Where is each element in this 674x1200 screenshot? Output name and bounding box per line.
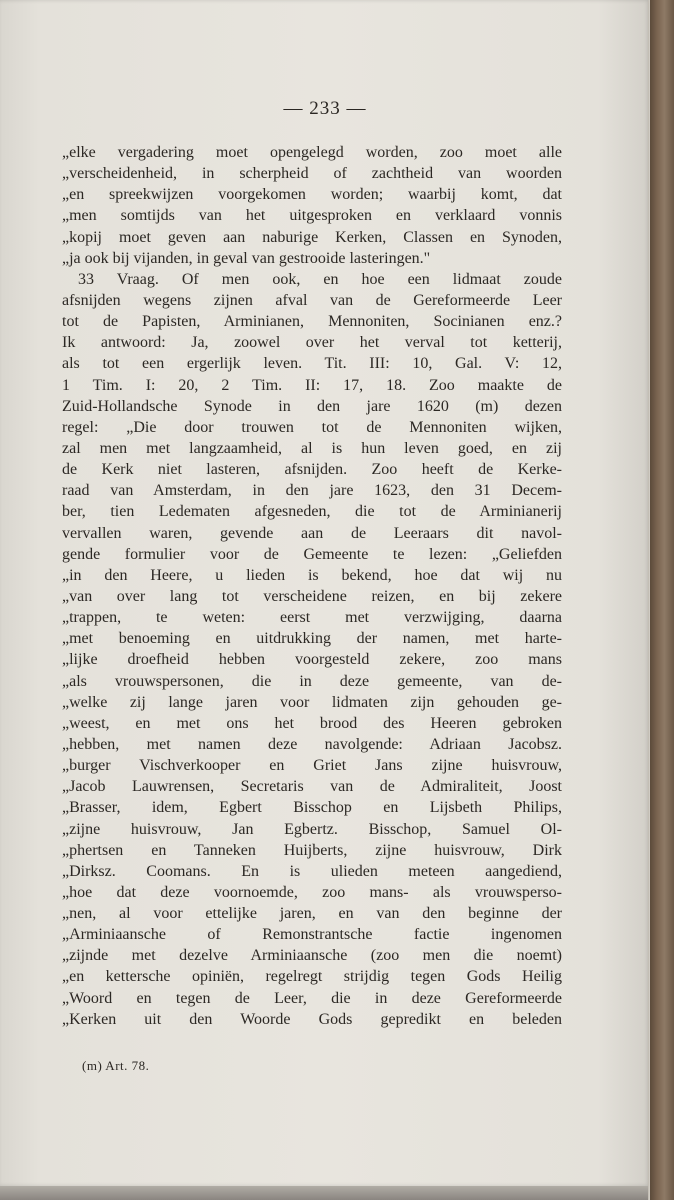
text-line: „welke zij lange jaren voor lidmaten zijn gehouden ge- — [62, 693, 562, 711]
text-line: de Kerk niet lasteren, afsnijden. Zoo heeft de Kerke- — [62, 461, 562, 479]
text-line: gende formulier voor de Gemeente te lezen: „Geliefden — [62, 545, 562, 563]
text-line: „elke vergadering moet opengelegd worden, zoo moet alle — [62, 144, 562, 161]
text-line: „ja ook bij vijanden, in geval van gestrooide lasteringen." — [62, 249, 431, 267]
text-line: „Kerken uit den Woorde Gods gepredikt en beleden — [62, 1010, 562, 1028]
text-line: raad van Amsterdam, in den jare 1623, den 31 Decem- — [62, 482, 562, 500]
text-line: „en spreekwijzen voorgekomen worden; waarbij komt, dat — [62, 186, 562, 204]
footnote: (m) Art. 78. — [82, 1058, 150, 1073]
text-line: „Jacob Lauwrensen, Secretaris van de Admiraliteit, Joost — [62, 778, 562, 796]
page-bottom-edge — [0, 1186, 650, 1200]
text-line: zal men met langzaamheid, al is hun leven goed, en zij — [62, 439, 562, 457]
text-line: „met benoeming en uitdrukking der namen, met harte- — [62, 630, 562, 648]
text-line: „als vrouwspersonen, die in deze gemeente, van de- — [62, 672, 562, 690]
text-line: 1 Tim. I: 20, 2 Tim. II: 17, 18. Zoo maakte de — [62, 376, 562, 394]
text-line: „trappen, te weten: eerst met verzwijging, daarna — [62, 609, 562, 627]
text-line: „Dirksz. Coomans. En is ulieden meteen aangediend, — [62, 862, 562, 880]
text-line: „en kettersche opiniën, regelregt strijdig tegen Gods Heilig — [62, 968, 562, 986]
text-line: „nen, al voor ettelijke jaren, en van den beginne der — [62, 905, 562, 923]
text-line: tot de Papisten, Arminianen, Mennoniten, Socinianen enz.? — [62, 313, 562, 331]
text-line: „Brasser, idem, Egbert Bisschop en Lijsbeth Philips, — [62, 799, 562, 817]
text-line: „lijke droefheid hebben voorgesteld zekere, zoo mans — [62, 651, 562, 669]
text-line: „burger Vischverkooper en Griet Jans zijne huisvrouw, — [62, 757, 562, 775]
text-line: regel: „Die door trouwen tot de Mennoniten wijken, — [62, 418, 562, 436]
text-line: Zuid-Hollandsche Synode in den jare 1620 (m) dezen — [62, 397, 562, 415]
text-line: „hoe dat deze voornoemde, zoo mans- als vrouwsperso- — [62, 883, 562, 901]
page-number: — 233 — — [283, 98, 367, 119]
text-line: „Woord en tegen de Leer, die in deze Gereformeerde — [62, 989, 562, 1007]
text-line: „hebben, met namen deze navolgende: Adriaan Jacobsz. — [62, 735, 562, 753]
body-text — [62, 142, 562, 1030]
text-line: afsnijden wegens zijnen afval van de Gereformeerde Leer — [62, 291, 562, 309]
text-line: „verscheidenheid, in scherpheid of zachtheid van woorden — [62, 165, 562, 183]
text-line: vervallen waren, gevende aan de Leeraars dit navol- — [62, 524, 562, 542]
text-line: Ik antwoord: Ja, zoowel over het verval tot ketterij, — [62, 334, 562, 352]
text-line: „phertsen en Tanneken Huijberts, zijne huisvrouw, Dirk — [62, 841, 562, 859]
text-line: „in den Heere, u lieden is bekend, hoe dat wij nu — [62, 566, 562, 584]
text-line: „van over lang tot verscheidene reizen, en bij zekere — [62, 587, 562, 605]
text-line: „men somtijds van het uitgesproken en verklaard vonnis — [62, 207, 562, 225]
text-line: ber, tien Ledematen afgesneden, die tot de Arminianerij — [62, 503, 562, 521]
text-line: als tot een ergerlijk leven. Tit. III: 10, Gal. V: 12, — [62, 355, 562, 373]
text-line: „kopij moet geven aan naburige Kerken, Classen en Synoden, — [62, 228, 562, 246]
text-line: „zijnde met dezelve Arminiaansche (zoo men die noemt) — [62, 947, 562, 965]
text-line: „weest, en met ons het brood des Heeren gebroken — [62, 714, 562, 732]
book-spine — [650, 0, 674, 1200]
text-line: 33 Vraag. Of men ook, en hoe een lidmaat zoude — [78, 270, 562, 288]
text-line: „Arminiaansche of Remonstrantsche factie ingenomen — [62, 926, 562, 944]
text-line: „zijne huisvrouw, Jan Egbertz. Bisschop, Samuel Ol- — [62, 820, 562, 838]
